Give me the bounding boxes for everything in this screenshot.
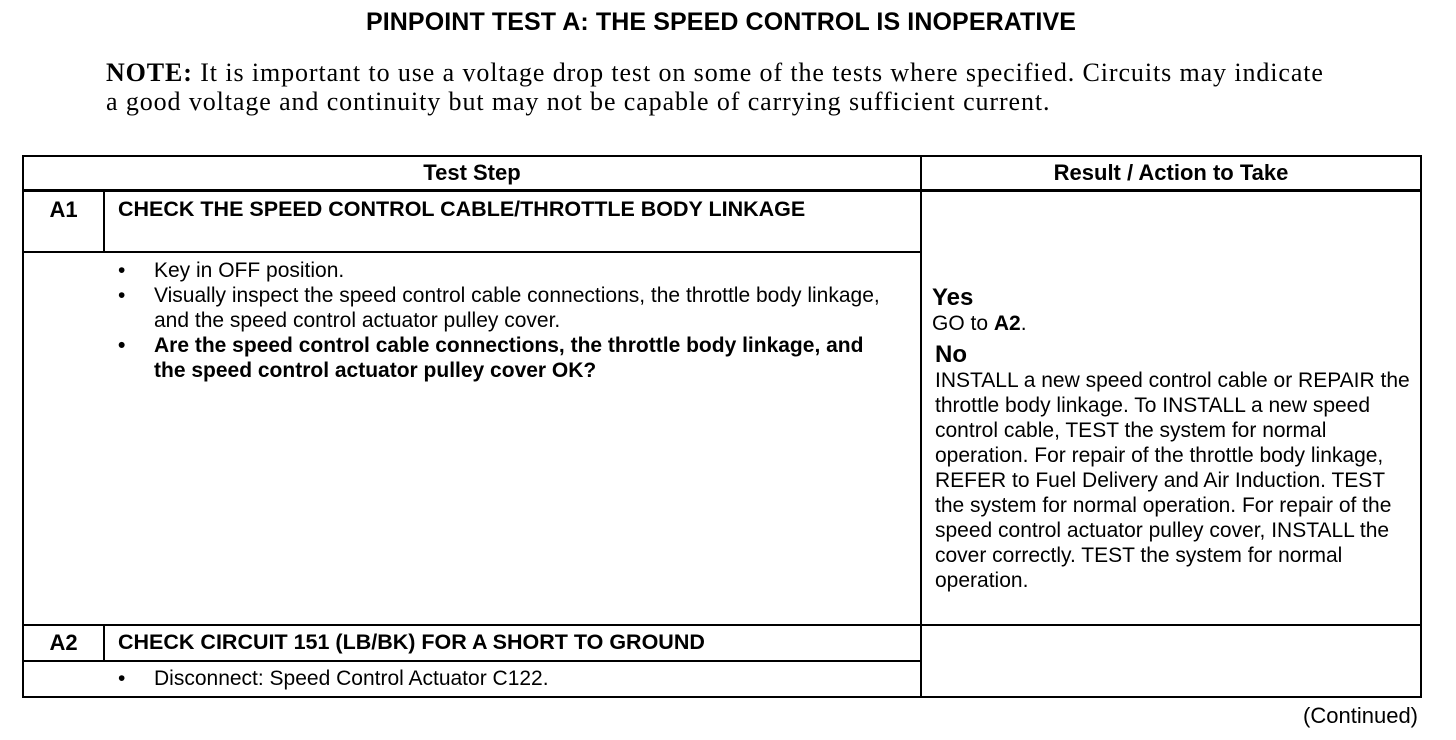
step-id-a1: A1 bbox=[49, 197, 78, 222]
page-title: PINPOINT TEST A: THE SPEED CONTROL IS INOPERATIVE bbox=[365, 8, 1077, 36]
note-paragraph bbox=[106, 58, 1336, 116]
header-test-step: Test Step bbox=[423, 160, 521, 185]
result-a1 bbox=[932, 285, 1412, 593]
no-action: INSTALL a new speed control cable or REPAIR the throttle body linkage. To INSTALL a new speed control cable, TEST the system for normal operation. For repair of the throttle body linkage, REFER to Fuel Delivery and Air Induction. TEST the system for normal operation. For repair of the speed control actuator pulley cover, INSTALL the cover correctly. TEST the system for normal operation. bbox=[935, 369, 1410, 592]
list-item: • Disconnect: Speed Control Actuator C122. bbox=[118, 667, 549, 690]
note-text: It is important to use a voltage drop test on some of the tests where specified. Circuits may indicate a good voltage and continuity but may not be capable of carrying sufficient current. bbox=[106, 58, 1324, 116]
step-heading-a1: CHECK THE SPEED CONTROL CABLE/THROTTLE BODY LINKAGE bbox=[118, 197, 806, 221]
yes-action: GO to A2. bbox=[932, 312, 1027, 335]
step-question-a1: • Are the speed control cable connections, the throttle body linkage, and the speed control actuator pulley cover OK? bbox=[118, 334, 864, 382]
step-bullets-a1 bbox=[118, 258, 898, 383]
list-item: • Key in OFF position. bbox=[118, 259, 345, 282]
note-label: NOTE: bbox=[106, 58, 193, 87]
step-bullets-a2 bbox=[118, 666, 898, 691]
step-heading-a2: CHECK CIRCUIT 151 (LB/BK) FOR A SHORT TO GROUND bbox=[118, 630, 705, 654]
list-item: • Visually inspect the speed control cable connections, the throttle body linkage, and the speed control actuator pulley cover. bbox=[118, 284, 880, 332]
header-result: Result / Action to Take bbox=[1053, 160, 1289, 185]
step-id-a2: A2 bbox=[49, 630, 78, 655]
yes-target: A2 bbox=[993, 312, 1021, 335]
yes-label: Yes bbox=[932, 284, 974, 311]
continued-label: (Continued) bbox=[1303, 703, 1418, 728]
no-label: No bbox=[935, 341, 967, 368]
